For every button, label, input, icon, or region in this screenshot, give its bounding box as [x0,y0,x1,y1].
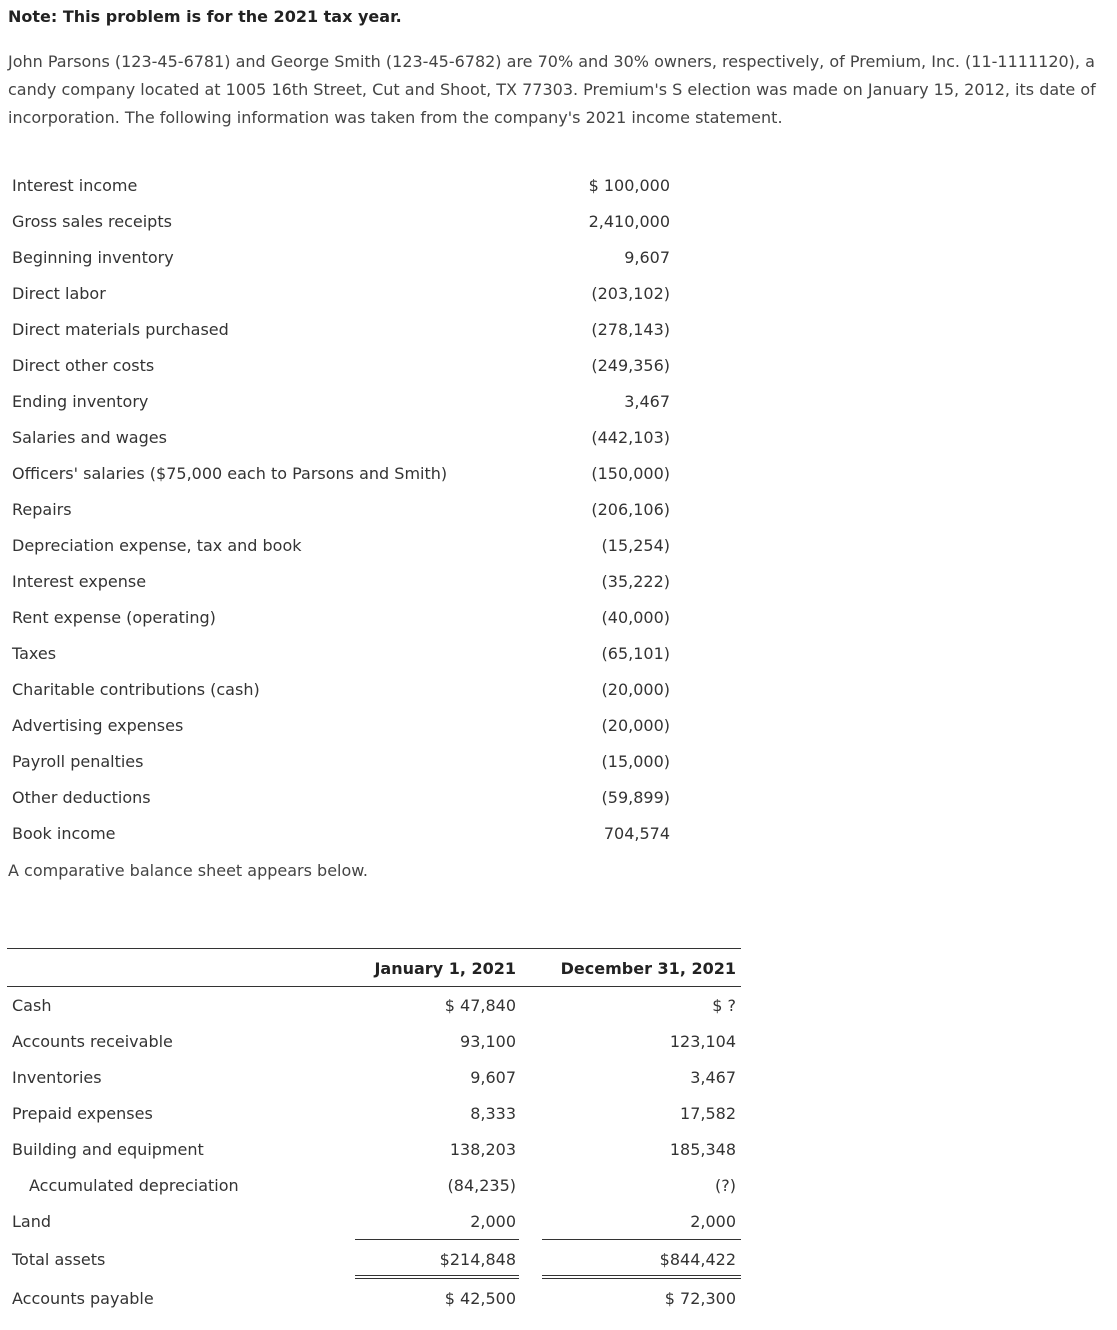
balance-sheet-row [7,1059,741,1095]
income-row [0,527,700,563]
balance-sheet-row-jan: 8,333 [470,1104,516,1123]
income-row-label: Other deductions [12,788,151,807]
income-row-value: (35,222) [601,572,670,591]
income-row-value: (15,000) [601,752,670,771]
income-row-value: (20,000) [601,716,670,735]
income-row-value: 3,467 [624,392,670,411]
income-row-value: (442,103) [591,428,670,447]
accounts-payable-row [7,1280,741,1316]
income-row [0,599,700,635]
balance-sheet-row [7,1203,741,1239]
balance-sheet-row-label: Land [12,1212,52,1231]
intro-paragraph: John Parsons (123-45-6781) and George Smith (123-45-6782) are 70% and 30% owners, respectively, of Premium, Inc. (11-1111120), a candy company located at 1005 16th Street, Cut and Shoot, TX 77303. Premium's S election was made on January 15, 2012, its date of incorporation. The following information was taken from the company's 2021 income statement. [8,52,1096,127]
income-row-value: (150,000) [591,464,670,483]
total-assets-jan: $214,848 [439,1250,516,1269]
income-row-label: Direct materials purchased [12,320,229,339]
income-row-label: Gross sales receipts [12,212,172,231]
income-row-value: (20,000) [601,680,670,699]
income-row [0,671,700,707]
balance-sheet-header [7,949,741,987]
accounts-payable-jan: $ 42,500 [444,1289,516,1308]
subtotal-rule-jan [355,1239,519,1240]
balance-sheet-row-dec: 123,104 [669,1032,736,1051]
balance-sheet-row [7,1095,741,1131]
accounts-payable-label: Accounts payable [12,1289,154,1308]
note-heading: Note: This problem is for the 2021 tax year. [8,7,402,26]
balance-sheet-row-dec: 3,467 [690,1068,736,1087]
balance-sheet-row-jan: 2,000 [470,1212,516,1231]
income-row [0,275,700,311]
income-row-value: (40,000) [601,608,670,627]
total-double-rule-dec [542,1275,741,1279]
income-row-value: (59,899) [601,788,670,807]
balance-sheet-row-dec: 2,000 [690,1212,736,1231]
income-row [0,455,700,491]
income-statement-table [0,167,700,851]
subtotal-rule-dec [542,1239,741,1240]
balance-sheet-row-dec: $ ? [712,996,736,1015]
balance-sheet-row-label: Inventories [12,1068,102,1087]
balance-sheet-row [7,1167,741,1203]
balance-sheet-row-dec: (?) [715,1176,736,1195]
balance-sheet-row-dec: 17,582 [680,1104,736,1123]
income-row [0,635,700,671]
income-row [0,239,700,275]
balance-sheet-row [7,1023,741,1059]
income-row-label: Interest expense [12,572,147,591]
income-row [0,311,700,347]
income-row-value: 2,410,000 [588,212,670,231]
total-assets-label: Total assets [12,1250,106,1269]
balance-sheet-intro: A comparative balance sheet appears below. [8,861,368,880]
income-row-label: Rent expense (operating) [12,608,216,627]
total-double-rule-jan [355,1275,519,1279]
income-row-label: Advertising expenses [12,716,184,735]
total-assets-dec: $844,422 [659,1250,736,1269]
income-row [0,347,700,383]
balance-sheet-row-label: Building and equipment [12,1140,204,1159]
balance-sheet-row-jan: 93,100 [460,1032,516,1051]
income-row-label: Officers' salaries ($75,000 each to Parsons and Smith) [12,464,448,483]
income-row-value: $ 100,000 [588,176,670,195]
accounts-payable-dec: $ 72,300 [664,1289,736,1308]
balance-sheet-row-jan: 9,607 [470,1068,516,1087]
income-row-label: Ending inventory [12,392,149,411]
balance-sheet-row-label: Accounts receivable [12,1032,173,1051]
income-row-label: Salaries and wages [12,428,167,447]
income-row [0,815,700,851]
header-dec-2021: December 31, 2021 [560,959,736,978]
income-row-label: Repairs [12,500,72,519]
balance-sheet-rows [7,987,741,1239]
income-row-value: (278,143) [591,320,670,339]
income-row [0,707,700,743]
income-row [0,491,700,527]
income-row-value: (203,102) [591,284,670,303]
header-jan-2021: January 1, 2021 [374,959,516,978]
income-row-value: (65,101) [601,644,670,663]
income-row-value: 9,607 [624,248,670,267]
income-row-label: Charitable contributions (cash) [12,680,260,699]
income-row-label: Interest income [12,176,138,195]
balance-sheet-row-dec: 185,348 [669,1140,736,1159]
income-row-value: (249,356) [591,356,670,375]
balance-sheet-row-label: Accumulated depreciation [29,1176,239,1195]
income-row [0,167,700,203]
balance-sheet-row [7,1131,741,1167]
balance-sheet-row-jan: (84,235) [447,1176,516,1195]
income-row-label: Beginning inventory [12,248,174,267]
income-row [0,563,700,599]
income-row-label: Depreciation expense, tax and book [12,536,302,555]
income-row [0,779,700,815]
income-row-label: Taxes [12,644,57,663]
balance-sheet-row-jan: $ 47,840 [444,996,516,1015]
income-row [0,203,700,239]
income-row [0,419,700,455]
income-row-value: (15,254) [601,536,670,555]
balance-sheet-row [7,987,741,1023]
income-row-label: Payroll penalties [12,752,144,771]
income-row-value: (206,106) [591,500,670,519]
balance-sheet-row-label: Cash [12,996,52,1015]
income-row-label: Direct labor [12,284,106,303]
balance-sheet-table [7,948,741,1239]
balance-sheet-row-jan: 138,203 [449,1140,516,1159]
cut-off-row [7,1322,741,1330]
total-assets-row [7,1241,741,1277]
income-row-label: Book income [12,824,116,843]
balance-sheet-row-label: Prepaid expenses [12,1104,153,1123]
income-row [0,743,700,779]
income-row [0,383,700,419]
income-row-value: 704,574 [603,824,670,843]
income-row-label: Direct other costs [12,356,155,375]
